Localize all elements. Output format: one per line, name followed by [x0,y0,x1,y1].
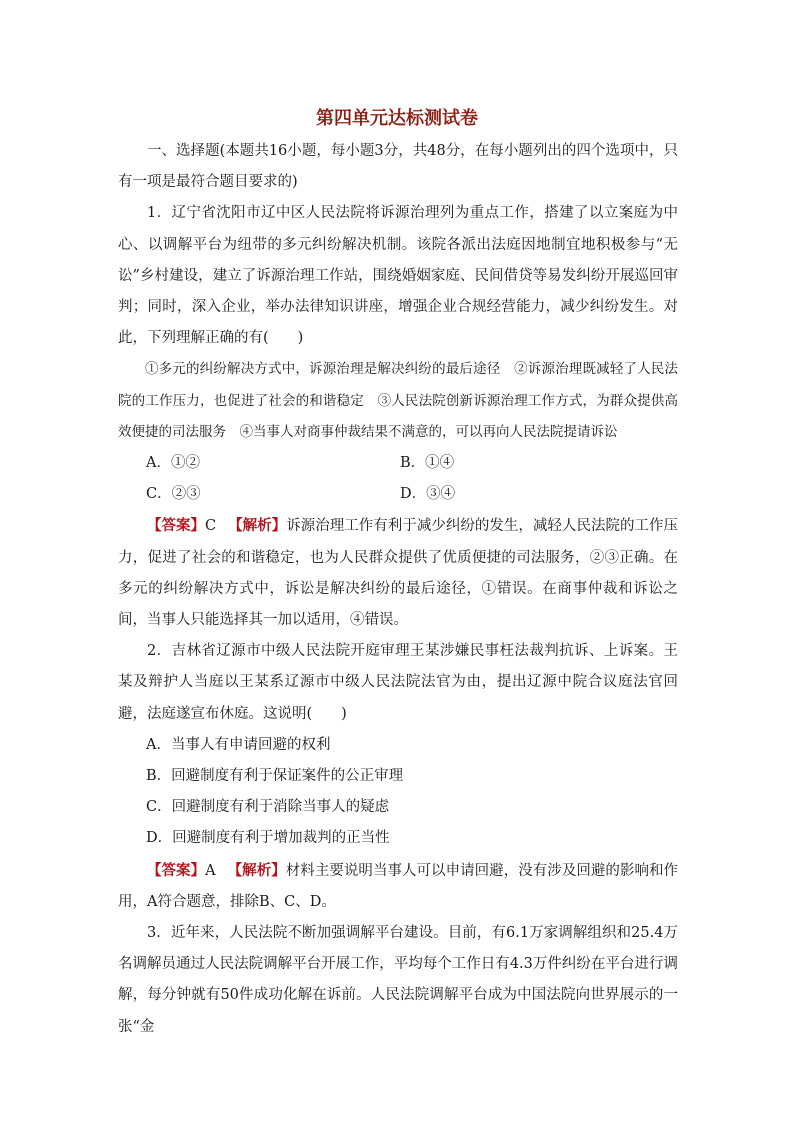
page-title: 第四单元达标测试卷 [316,108,478,129]
section-heading: 一、选择题(本题共16小题，每小题3分，共48分，在每小题列出的四个选项中，只有一项是最符合题目要求的) [118,143,678,191]
analysis-text: 材料主要说明当事人可以申请回避，没有涉及回避的影响和作用，A符合题意，排除B、C、D。 [118,862,679,910]
analysis-label: 【解析】 [228,517,287,535]
option-d: D．③④ [400,486,456,503]
analysis-text: 诉源治理工作有利于减少纠纷的发生，减轻人民法院的工作压力，促进了社会的和谐稳定，也为人民群众提供了优质便捷的司法服务，②③正确。在多元的纠纷解决方式中，诉讼是解决纠纷的最后途径，①错误。在商事仲裁和诉讼之间，当事人只能选择其一加以适用，④错误。 [118,518,679,629]
question-3-stem: 3．近年来，人民法院不断加强调解平台建设。目前，有6.1万家调解组织和25.4万名调解员通过人民法院调解平台开展工作，平均每个工作日有4.3万件纠纷在平台进行调解，每分钟就有50件成功化解在诉前。人民法院调解平台成为中国法院向世界展示的一张“金 [118,925,678,1035]
question-2-answer [118,855,678,918]
option-c: C．②③ [146,486,201,503]
question-1-answer [118,510,678,636]
answer-label: 【答案】 [147,517,206,535]
answer-label: 【答案】 [147,861,206,879]
exam-content [118,136,678,1043]
option-a: A．当事人有申请回避的权利 [146,736,331,753]
option-d: D．回避制度有利于增加裁判的正当性 [146,830,390,847]
question-1-options [118,448,678,510]
question-1-stem: 1．辽宁省沈阳市辽中区人民法院将诉源治理列为重点工作，搭建了以立案庭为中心、以调解平台为纽带的多元纠纷解决机制。该院各派出法庭因地制宜地积极参与“无讼”乡村建设，建立了诉源治理工作站，围绕婚姻家庭、民间借贷等易发纠纷开展巡回审判；同时，深入企业，举办法律知识讲座，增强企业合规经营能力，减少纠纷发生。对此，下列理解正确的有( ) [118,205,678,347]
option-b: B．回避制度有利于保证案件的公正审理 [146,768,404,785]
option-b: B．①④ [400,455,455,472]
answer-letter: A [205,862,216,879]
question-1-statements: ①多元的纠纷解决方式中，诉源治理是解决纠纷的最后途径 ②诉源治理既减轻了人民法院的工作压力，也促进了社会的和谐稳定 ③人民法院创新诉源治理工作方式，为群众提供高效便捷的司法服务 ④当事人对商事仲裁结果不满意的，可以再向人民法院提请诉讼 [118,361,678,440]
option-a: A．①② [146,455,200,472]
answer-letter: C [205,518,217,535]
analysis-label: 【解析】 [227,861,286,879]
question-2-stem: 2．吉林省辽源市中级人民法院开庭审理王某涉嫌民事枉法裁判抗诉、上诉案。王某及辩护人当庭以王某系辽源市中级人民法院法官为由，提出辽源中院合议庭法官回避，法庭遂宣布休庭。这说明( ) [118,643,678,722]
option-c: C．回避制度有利于消除当事人的疑虑 [146,799,390,816]
